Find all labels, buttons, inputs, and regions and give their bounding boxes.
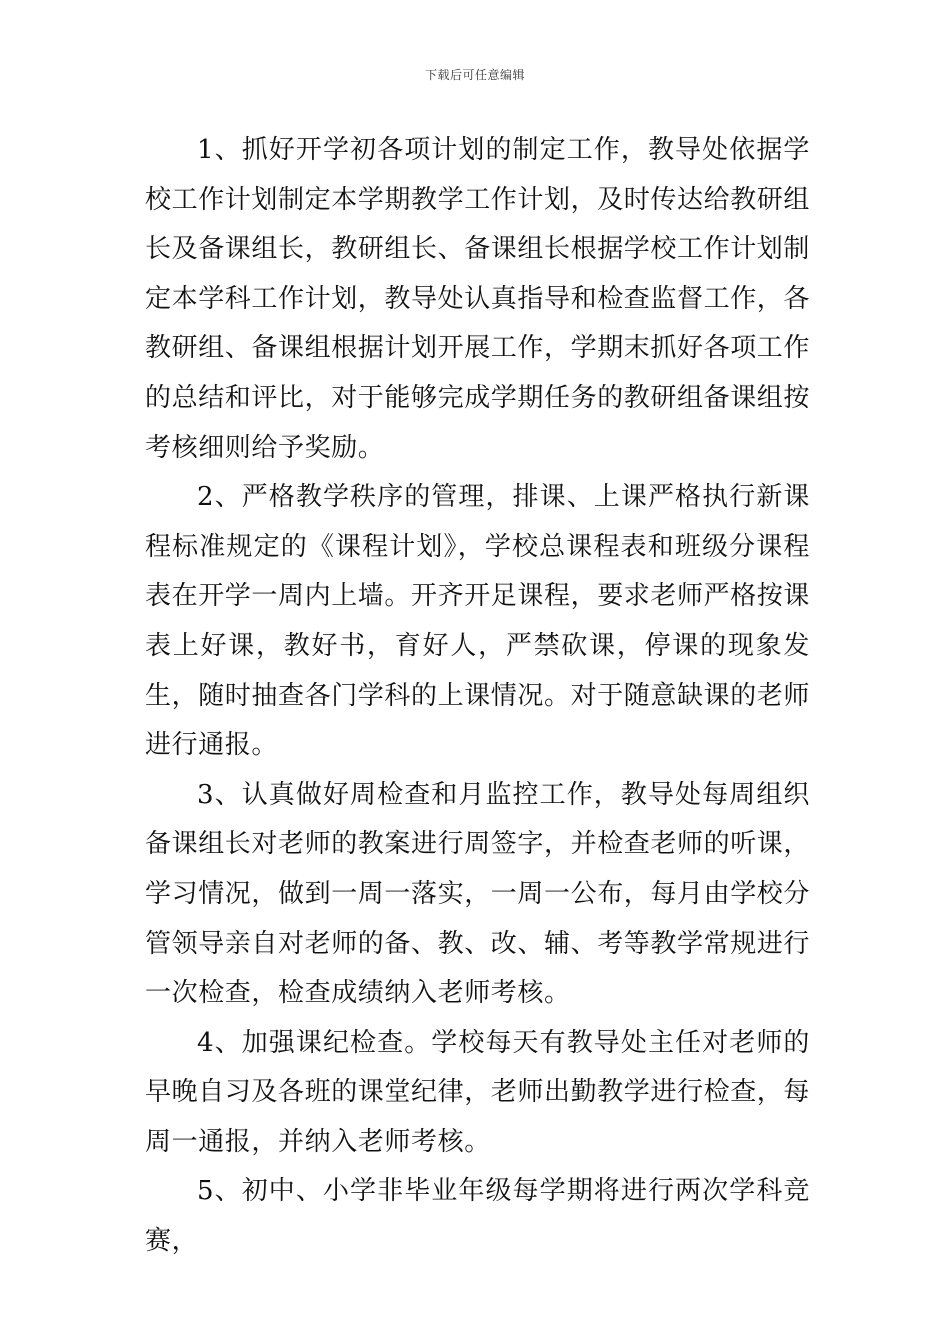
paragraph-3: 3、认真做好周检查和月监控工作，教导处每周组织备课组长对老师的教案进行周签字，并检查老师的听课，学习情况，做到一周一落实，一周一公布，每月由学校分管领导亲自对老师的备、教、改、辅、考等教学常规进行一次检查，检查成绩纳入老师考核。	[145, 779, 811, 1009]
paragraph-2: 2、严格教学秩序的管理，排课、上课严格执行新课程标准规定的《课程计划》，学校总课程表和班级分课程表在开学一周内上墙。开齐开足课程，要求老师严格按课表上好课，教好书，育好人，严禁砍课，停课的现象发生，随时抽查各门学科的上课情况。对于随意缺课的老师进行通报。	[145, 482, 811, 761]
page-header: 下载后可任意编辑	[424, 68, 525, 82]
paragraph-4: 4、加强课纪检查。学校每天有教导处主任对老师的早晚自习及各班的课堂纪律，老师出勤教学进行检查，每周一通报，并纳入老师考核。	[145, 1027, 811, 1157]
document-body	[145, 126, 810, 1267]
paragraph-5: 5、初中、小学非毕业年级每学期将进行两次学科竞赛，	[145, 1176, 810, 1257]
paragraph-1: 1、抓好开学初各项计划的制定工作，教导处依据学校工作计划制定本学期教学工作计划，及时传达给教研组长及备课组长，教研组长、备课组长根据学校工作计划制定本学科工作计划，教导处认真指导和检查监督工作，各教研组、备课组根据计划开展工作，学期末抓好各项工作的总结和评比，对于能够完成学期任务的教研组备课组按考核细则给予奖励。	[145, 135, 811, 463]
